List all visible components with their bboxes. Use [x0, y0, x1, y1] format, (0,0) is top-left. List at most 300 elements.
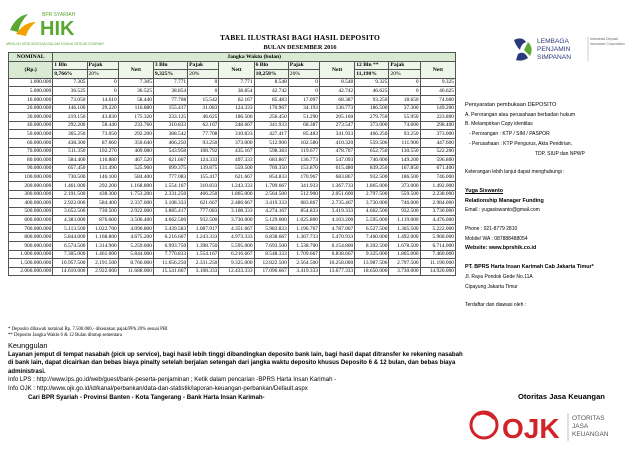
value-cell: 14.610.000	[53, 267, 87, 276]
value-cell: 1.538.700	[288, 242, 319, 251]
value-cell: 341.933	[319, 130, 354, 139]
nominal-cell: 100.000.000	[9, 173, 53, 182]
value-cell: 292.200	[87, 181, 118, 190]
requirements-heading: Persyaratan pembukaan DEPOSITO	[465, 102, 557, 108]
value-cell: 1.196.767	[288, 224, 319, 233]
table-row	[9, 233, 456, 242]
value-cell: 93.250	[389, 130, 420, 139]
value-cell: 373.000	[420, 130, 455, 139]
table-row	[9, 147, 456, 156]
value-cell: 7.460.000	[355, 233, 389, 242]
nominal-cell: 600.000.000	[9, 216, 53, 225]
tax-rate: 20%	[188, 70, 219, 79]
period-label: 3 Bln	[153, 61, 187, 70]
value-cell: 683.867	[288, 199, 319, 208]
value-cell: 3.419.333	[254, 199, 288, 208]
value-cell: 5.968.000	[420, 233, 455, 242]
value-cell: 111.900	[389, 138, 420, 147]
value-cell: 310.833	[188, 181, 219, 190]
value-cell: 12.433.333	[219, 267, 254, 276]
table-row	[9, 87, 456, 96]
value-cell: 68.387	[319, 95, 354, 104]
value-cell: 273.547	[319, 121, 354, 130]
value-cell: 42.742	[254, 87, 288, 96]
nett-header: Nett	[219, 61, 254, 78]
requirement-line: A. Perorangan atau perusahaan berbadan hukum	[465, 111, 576, 118]
value-cell: 4.973.333	[219, 233, 254, 242]
requirements-panel	[465, 101, 635, 311]
page-title: TABEL ILUSTRASI BAGI HASIL DEPOSITO	[219, 33, 381, 42]
value-cell: 58.440	[87, 121, 118, 130]
value-cell: 10.957.500	[53, 259, 87, 268]
address-line: Jl. Raya Pondok Gede No.11A	[465, 273, 533, 280]
value-cell: 74.600	[389, 121, 420, 130]
table-row	[9, 173, 456, 182]
table-row	[9, 242, 456, 251]
value-cell: 1.314.900	[87, 242, 118, 251]
rate-value: 9,325%	[153, 70, 187, 79]
value-cell: 4.476.000	[420, 216, 455, 225]
nett-header: Nett	[420, 61, 455, 78]
tax-label: Pajak	[389, 61, 420, 70]
value-cell: 11.190.000	[420, 259, 455, 268]
value-cell: 9.325	[420, 78, 455, 87]
value-cell: 8.766.000	[118, 259, 153, 268]
value-cell: 1.119.000	[389, 216, 420, 225]
value-cell: 292.200	[53, 121, 87, 130]
svg-text:PENJAMIN: PENJAMIN	[537, 46, 571, 53]
value-cell: 4.383.000	[53, 216, 87, 225]
table-row	[9, 130, 456, 139]
page-subtitle: BULAN DESEMBER 2016	[263, 44, 337, 51]
value-cell: 116.880	[87, 156, 118, 165]
value-cell: 131.490	[87, 164, 118, 173]
value-cell: 155.417	[153, 104, 187, 113]
value-cell: 373.000	[355, 121, 389, 130]
value-cell: 746.000	[355, 156, 389, 165]
value-cell: 2.922.000	[118, 207, 153, 216]
value-cell: 4.662.500	[153, 216, 187, 225]
value-cell: 7.305	[118, 78, 153, 87]
value-cell: 6.216.667	[153, 233, 187, 242]
value-cell: 584.400	[87, 199, 118, 208]
value-cell: 1.243.333	[188, 233, 219, 242]
value-cell: 155.417	[188, 173, 219, 182]
value-cell: 2.331.250	[153, 190, 187, 199]
info-lps[interactable]: Info LPS : http://www.lps.go.id/web/guest/bank-peserta-penjaminan ; Ketik dalam pencarian -BPRS Harta Insan Karimah -	[8, 376, 337, 384]
value-cell: 6.993.750	[153, 242, 187, 251]
value-cell: 119.677	[288, 147, 319, 156]
value-cell: 497.333	[219, 156, 254, 165]
value-cell: 657.450	[53, 164, 87, 173]
value-cell: 62.167	[219, 95, 254, 104]
nominal-cell: 50.000.000	[9, 130, 53, 139]
value-cell: 1.709.667	[288, 250, 319, 259]
value-cell: 149.200	[420, 104, 455, 113]
value-cell: 3.730.000	[389, 267, 420, 276]
value-cell: 1.461.000	[87, 250, 118, 259]
value-cell: 466.250	[153, 138, 187, 147]
value-cell: 854.833	[288, 207, 319, 216]
nominal-cell: 20.000.000	[9, 104, 53, 113]
contact-email[interactable]: Email : yugasiswanto@gmail.com	[465, 207, 540, 214]
value-cell: 3.108.333	[153, 199, 187, 208]
value-cell: 55.950	[389, 113, 420, 122]
value-cell: 93.250	[188, 138, 219, 147]
requirement-line: - Perorangan : KTP / SIM / PASPOR	[469, 131, 550, 138]
value-cell: 205.160	[319, 113, 354, 122]
contact-name: Yuga Siswanto	[465, 187, 504, 194]
value-cell: 0	[389, 87, 420, 96]
value-cell: 777.083	[188, 207, 219, 216]
table-row	[9, 164, 456, 173]
svg-text:LEMBAGA: LEMBAGA	[537, 38, 569, 45]
value-cell: 85.483	[254, 95, 288, 104]
value-cell: 341.933	[254, 121, 288, 130]
value-cell: 279.750	[355, 113, 389, 122]
svg-text:KEUANGAN: KEUANGAN	[572, 431, 609, 438]
contact-phone: Phone : 021-8779 2810	[465, 226, 518, 233]
value-cell: 3.108.333	[188, 267, 219, 276]
tax-rate: 20%	[87, 70, 118, 79]
value-cell: 730.500	[87, 207, 118, 216]
value-cell: 932.500	[188, 216, 219, 225]
svg-text:JASA: JASA	[572, 423, 589, 430]
value-cell: 478.707	[319, 147, 354, 156]
value-cell: 932.500	[355, 173, 389, 182]
value-cell: 167.850	[389, 164, 420, 173]
contact-mobile: Mobile/ WA : 087888488054	[465, 235, 528, 242]
value-cell: 2.564.500	[288, 259, 319, 268]
value-cell: 15.541.667	[153, 267, 187, 276]
value-cell: 2.797.500	[355, 190, 389, 199]
value-cell: 5.844.000	[118, 250, 153, 259]
value-cell: 2.486.667	[219, 199, 254, 208]
value-cell: 932.500	[389, 207, 420, 216]
tax-label: Pajak	[188, 61, 219, 70]
value-cell: 146.100	[87, 173, 118, 182]
value-cell: 1.554.167	[188, 250, 219, 259]
value-cell: 85.483	[288, 130, 319, 139]
value-cell: 5.595.000	[219, 242, 254, 251]
value-cell: 6.838.667	[254, 233, 288, 242]
value-cell: 34.193	[288, 104, 319, 113]
value-cell: 6.714.000	[420, 242, 455, 251]
value-cell: 584.400	[53, 156, 87, 165]
value-cell: 1.305.500	[389, 224, 420, 233]
value-cell: 2.797.500	[389, 259, 420, 268]
value-cell: 9.325.000	[219, 259, 254, 268]
value-cell: 8.548.333	[254, 250, 288, 259]
info-ojk[interactable]: Info OJK : http://www.ojk.go.id/id/kanal/perbankan/data-dan-statistik/laporan-keuangan-perbankan/Default.aspx	[8, 384, 308, 392]
value-cell: 746.000	[420, 173, 455, 182]
value-cell: 2.238.000	[420, 190, 455, 199]
value-cell: 8.548	[254, 78, 288, 87]
value-cell: 5.129.000	[254, 216, 288, 225]
nominal-cell: 200.000.000	[9, 181, 53, 190]
value-cell: 1.554.167	[153, 181, 187, 190]
value-cell: 108.792	[188, 147, 219, 156]
value-cell: 6.838.667	[319, 250, 354, 259]
svg-text:BPR SYARIAH: BPR SYARIAH	[42, 12, 76, 18]
value-cell: 170.967	[254, 104, 288, 113]
value-cell: 9.325	[355, 78, 389, 87]
value-cell: 730.500	[53, 173, 87, 182]
nominal-cell: 800.000.000	[9, 233, 53, 242]
value-cell: 102.270	[87, 147, 118, 156]
value-cell: 93.250	[355, 95, 389, 104]
value-cell: 219.150	[53, 113, 87, 122]
table-body	[9, 78, 456, 276]
tax-rate: 20%	[288, 70, 319, 79]
rp-header: (Rp.)	[9, 61, 53, 78]
value-cell: 543.958	[153, 147, 187, 156]
value-cell: 1.367.733	[319, 181, 354, 190]
nominal-cell: 2.000.000.000	[9, 267, 53, 276]
table-notes	[8, 327, 168, 338]
table-row	[9, 121, 456, 130]
value-cell: 615.480	[319, 164, 354, 173]
value-cell: 598.383	[254, 147, 288, 156]
note-line: * Deposito dibawah nominal Rp. 7.500.000,- dikenakan pajak/PPh 20% sesuai PBI	[8, 327, 168, 332]
value-cell: 4.274.167	[254, 207, 288, 216]
table-row	[9, 190, 456, 199]
value-cell: 73.050	[53, 95, 87, 104]
value-cell: 839.250	[355, 164, 389, 173]
nominal-cell: 10.000.000	[9, 95, 53, 104]
value-cell: 2.984.000	[420, 199, 455, 208]
nominal-cell: 1.000.000	[9, 78, 53, 87]
value-cell: 256.450	[254, 113, 288, 122]
value-cell: 36.525	[53, 87, 87, 96]
value-cell: 0	[389, 78, 420, 87]
value-cell: 136.773	[319, 104, 354, 113]
value-cell: 1.865.000	[389, 250, 420, 259]
advantages-heading: Keunggulan	[8, 341, 48, 350]
value-cell: 466.250	[188, 190, 219, 199]
value-cell: 438.300	[87, 190, 118, 199]
value-cell: 170.967	[288, 173, 319, 182]
value-cell: 292.200	[118, 130, 153, 139]
value-cell: 38.854	[153, 87, 187, 96]
value-cell: 175.320	[118, 113, 153, 122]
value-cell: 6.574.500	[53, 242, 87, 251]
ojk-logo	[466, 405, 636, 447]
value-cell: 58.440	[118, 95, 153, 104]
tax-rate: 20%	[389, 70, 420, 79]
contact-intro: Keterangan lebih lanjut dapat menghubungi :	[465, 169, 565, 176]
tax-label: Pajak	[288, 61, 319, 70]
nominal-header: NOMINAL	[9, 53, 53, 62]
value-cell: 17.097	[288, 95, 319, 104]
value-cell: 621.667	[153, 156, 187, 165]
value-cell: 7.693.500	[254, 242, 288, 251]
value-cell: 4.090.800	[118, 224, 153, 233]
bprs-hik-logo	[6, 8, 126, 48]
value-cell: 46.625	[355, 87, 389, 96]
value-cell: 769.350	[254, 164, 288, 173]
svg-text:OTORITAS: OTORITAS	[572, 415, 605, 422]
value-cell: 365.250	[53, 130, 87, 139]
company-name: PT. BPRS Harta Insan Karimah Cab Jakarta Timur*	[465, 264, 594, 271]
value-cell: 525.960	[118, 164, 153, 173]
value-cell: 149.200	[389, 156, 420, 165]
nominal-cell: 30.000.000	[9, 113, 53, 122]
value-cell: 116.880	[118, 104, 153, 113]
nominal-cell: 700.000.000	[9, 224, 53, 233]
value-cell: 5.439.583	[153, 224, 187, 233]
table-row	[9, 95, 456, 104]
value-cell: 5.259.600	[118, 242, 153, 251]
value-cell: 36.525	[118, 87, 153, 96]
value-cell: 4.787.067	[319, 224, 354, 233]
tax-label: Pajak	[87, 61, 118, 70]
value-cell: 559.500	[219, 164, 254, 173]
value-cell: 5.113.500	[53, 224, 87, 233]
value-cell: 512.900	[254, 138, 288, 147]
value-cell: 5.983.833	[254, 224, 288, 233]
value-cell: 447.600	[420, 138, 455, 147]
value-cell: 0	[87, 87, 118, 96]
nominal-cell: 400.000.000	[9, 199, 53, 208]
advantages-text: Layanan jemput di tempat nasabah (pick up service), bagi hasil lebih tinggi dibandingkan deposito bank lain, bagi hasil dapat ditransfer ke rekening nasabah di bank lain, dapat dicairkan dan bebas biaya pinalty setelah berjalan setengah dari jangka waktu deposito khusus Deposito 6 & 12 bulan, dan bebas biaya administrasi.	[8, 350, 463, 375]
value-cell: 136.773	[288, 156, 319, 165]
registered-text: Terdaftar dan diawasi oleh :	[465, 302, 527, 309]
value-cell: 6.527.500	[355, 224, 389, 233]
value-cell: 233.125	[153, 113, 187, 122]
value-cell: 547.093	[319, 156, 354, 165]
value-cell: 77.708	[188, 130, 219, 139]
value-cell: 652.750	[355, 147, 389, 156]
value-cell: 46.625	[188, 113, 219, 122]
value-cell: 74.600	[420, 95, 455, 104]
value-cell: 2.735.467	[319, 199, 354, 208]
value-cell: 584.400	[118, 173, 153, 182]
value-cell: 124.333	[188, 156, 219, 165]
value-cell: 46.625	[420, 87, 455, 96]
value-cell: 4.351.667	[219, 224, 254, 233]
rate-value: 10,258%	[254, 70, 288, 79]
svg-text:HIK: HIK	[40, 18, 75, 40]
value-cell: 409.080	[118, 147, 153, 156]
table-row	[9, 259, 456, 268]
table-row	[9, 104, 456, 113]
value-cell: 42.742	[319, 87, 354, 96]
value-cell: 7.771	[153, 78, 187, 87]
value-cell: 2.337.600	[118, 199, 153, 208]
value-cell: 186.500	[389, 173, 420, 182]
value-cell: 3.506.400	[118, 216, 153, 225]
value-cell: 854.833	[254, 173, 288, 182]
value-cell: 2.191.500	[87, 259, 118, 268]
nominal-cell: 500.000.000	[9, 207, 53, 216]
value-cell: 3.419.333	[288, 267, 319, 276]
value-cell: 186.500	[355, 104, 389, 113]
value-cell: 4.103.200	[319, 216, 354, 225]
period-header: Jangka Waktu (bulan)	[53, 53, 456, 62]
value-cell: 3.730.000	[420, 207, 455, 216]
value-cell: 3.419.333	[319, 207, 354, 216]
value-cell: 7.305.000	[53, 250, 87, 259]
table-row	[9, 267, 456, 276]
value-cell: 12.822.500	[254, 259, 288, 268]
value-cell: 341.933	[288, 181, 319, 190]
value-cell: 2.564.500	[254, 190, 288, 199]
value-cell: 621.667	[188, 199, 219, 208]
website-link[interactable]: Website: www.bprshik.co.id	[465, 245, 537, 252]
table-row	[9, 199, 456, 208]
value-cell: 37.300	[389, 104, 420, 113]
nominal-cell: 80.000.000	[9, 156, 53, 165]
value-cell: 438.300	[53, 138, 87, 147]
value-cell: 511.350	[53, 147, 87, 156]
value-cell: 5.222.000	[420, 224, 455, 233]
nett-header: Nett	[118, 61, 153, 78]
value-cell: 146.100	[53, 104, 87, 113]
value-cell: 522.200	[420, 147, 455, 156]
value-cell: 29.220	[87, 104, 118, 113]
value-cell: 559.500	[355, 138, 389, 147]
value-cell: 0	[288, 87, 319, 96]
value-cell: 7.460.000	[420, 250, 455, 259]
value-cell: 298.400	[420, 121, 455, 130]
table-row	[9, 138, 456, 147]
value-cell: 248.667	[219, 121, 254, 130]
value-cell: 596.800	[420, 156, 455, 165]
value-cell: 15.542	[188, 95, 219, 104]
value-cell: 1.753.200	[118, 190, 153, 199]
period-label: 12 Bln **	[355, 61, 389, 70]
table-row	[9, 207, 456, 216]
nominal-cell: 70.000.000	[9, 147, 53, 156]
ojk-title: Otoritas Jasa Keuangan	[518, 392, 605, 401]
requirement-line: - Perusahaan : KTP Pengurus, Akta Pendirian,	[469, 140, 573, 147]
svg-text:MENUJU KESUKSESAN DALAM USAHA: MENUJU KESUKSESAN DALAM USAHA SESUAI SYARIAH	[6, 42, 104, 46]
rate-value: 11,190%	[355, 70, 389, 79]
value-cell: 68.387	[288, 121, 319, 130]
value-cell: 1.461.000	[53, 181, 87, 190]
value-cell: 1.087.917	[188, 224, 219, 233]
value-cell: 350.640	[118, 138, 153, 147]
value-cell: 2.331.250	[188, 259, 219, 268]
value-cell: 9.325.000	[355, 250, 389, 259]
value-cell: 310.833	[219, 130, 254, 139]
value-cell: 373.000	[219, 138, 254, 147]
value-cell: 1.865.000	[355, 181, 389, 190]
value-cell: 1.168.800	[87, 233, 118, 242]
svg-text:OJK: OJK	[502, 413, 560, 444]
value-cell: 512.900	[288, 190, 319, 199]
value-cell: 2.191.500	[53, 190, 87, 199]
value-cell: 14.610	[87, 95, 118, 104]
value-cell: 14.920.000	[420, 267, 455, 276]
value-cell: 13.677.333	[319, 267, 354, 276]
value-cell: 51.290	[288, 113, 319, 122]
value-cell: 2.922.000	[53, 199, 87, 208]
nominal-cell: 900.000.000	[9, 242, 53, 251]
value-cell: 6.154.800	[319, 242, 354, 251]
value-cell: 1.022.700	[87, 224, 118, 233]
value-cell: 153.870	[288, 164, 319, 173]
value-cell: 8.392.500	[355, 242, 389, 251]
value-cell: 1.678.500	[389, 242, 420, 251]
rate-value: 8,766%	[53, 70, 87, 79]
value-cell: 388.542	[153, 130, 187, 139]
nominal-cell: 90.000.000	[9, 164, 53, 173]
table-row	[9, 113, 456, 122]
value-cell: 233.760	[118, 121, 153, 130]
value-cell: 373.000	[389, 181, 420, 190]
